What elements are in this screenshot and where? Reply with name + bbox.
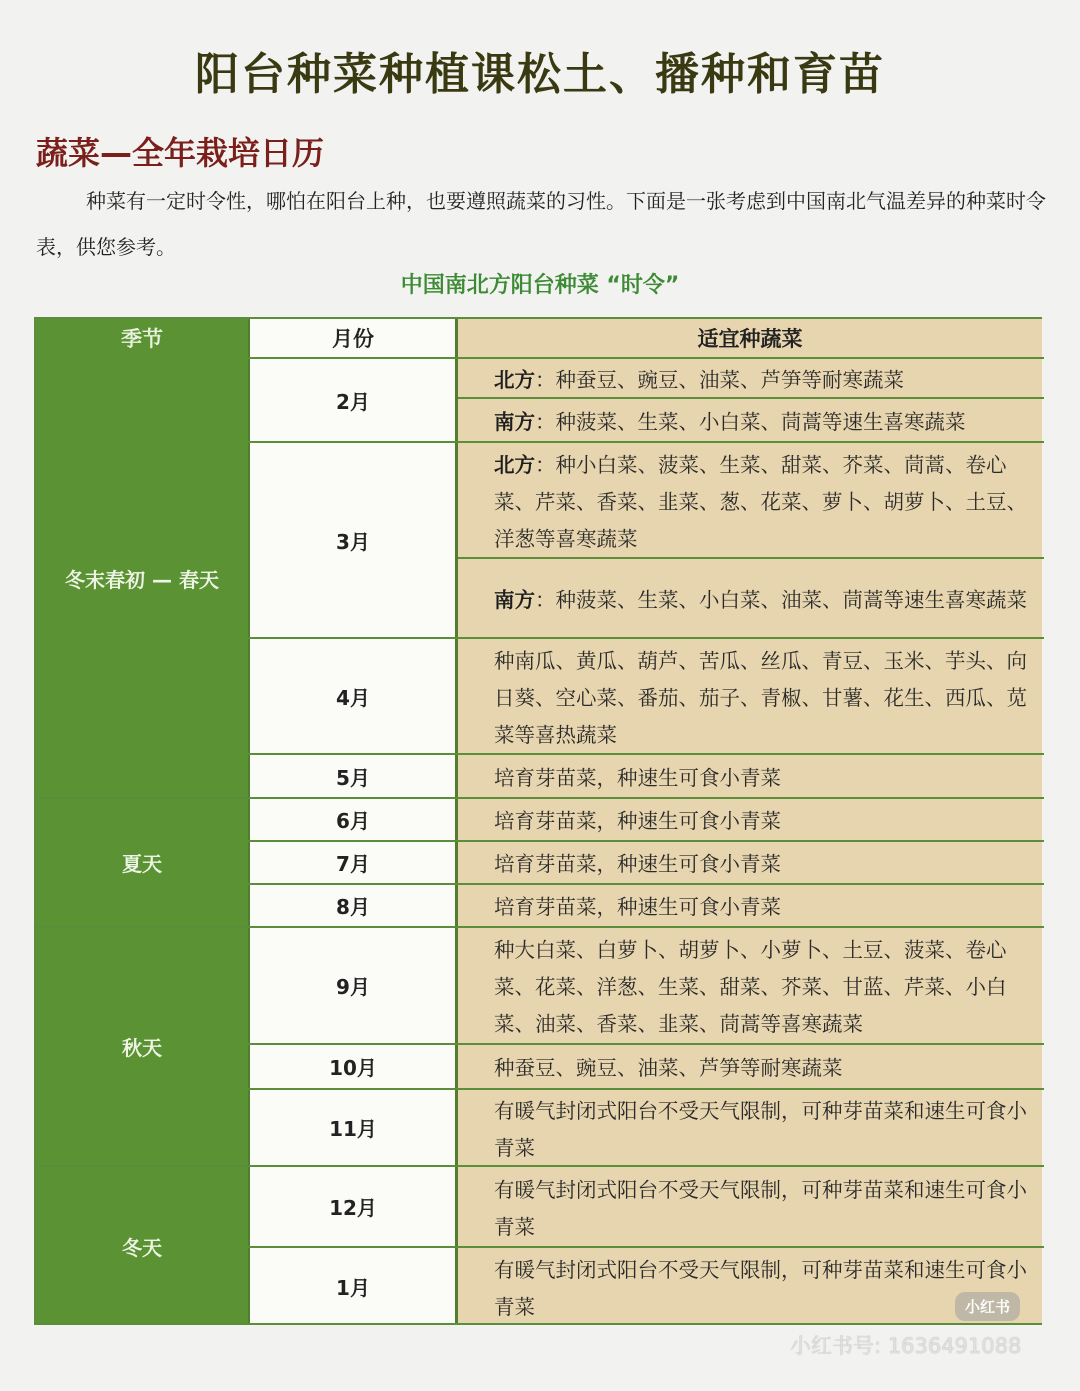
veg-cell-jun <box>458 799 1042 840</box>
season-spring: 冬末春初 — 春天 <box>65 567 219 592</box>
month-cell: 11月 <box>329 1117 377 1141</box>
veg-cell-aug <box>458 885 1042 926</box>
month-cell: 10月 <box>329 1056 377 1080</box>
veg-text: ：种菠菜、生菜、小白菜、茼蒿等速生喜寒蔬菜 <box>535 409 966 434</box>
veg-text: 培育芽苗菜，种速生可食小青菜 <box>494 809 781 833</box>
veg-cell-nov <box>458 1090 1042 1165</box>
season-summer: 夏天 <box>122 852 162 876</box>
veg-cell-feb-south <box>458 399 1042 441</box>
veg-cell-mar-south <box>458 559 1042 637</box>
month-cell: 8月 <box>336 895 370 919</box>
month-cell: 2月 <box>336 389 370 414</box>
intro-paragraph: 种菜有一定时令性，哪怕在阳台上种，也要遵照蔬菜的习性。下面是一张考虑到中国南北气温差异的种菜时令表，供您参考。 <box>36 189 1046 259</box>
month-cell: 3月 <box>336 529 370 554</box>
page-title: 阳台种菜种植课松土、播种和育苗 <box>195 49 885 100</box>
month-cell: 7月 <box>336 852 370 876</box>
region-label: 南方 <box>494 409 535 434</box>
month-cell: 5月 <box>336 765 370 790</box>
veg-text: ：种菠菜、生菜、小白菜、油菜、茼蒿等速生喜寒蔬菜 <box>535 587 1027 612</box>
veg-cell-may <box>458 755 1042 797</box>
veg-text: 有暖气封闭式阳台不受天气限制，可种芽苗菜和速生可食小青菜 <box>494 1098 1027 1160</box>
table-title: 中国南北方阳台种菜 “时令” <box>400 273 680 298</box>
season-autumn: 秋天 <box>122 1036 162 1060</box>
veg-text: 培育芽苗菜，种速生可食小青菜 <box>494 895 781 919</box>
veg-text: 有暖气封闭式阳台不受天气限制，可种芽苗菜和速生可食小青菜 <box>494 1177 1027 1239</box>
veg-text: 有暖气封闭式阳台不受天气限制，可种芽苗菜和速生可食小青菜 <box>494 1257 1027 1319</box>
veg-text: ：种蚕豆、豌豆、油菜、芦笋等耐寒蔬菜 <box>535 367 904 392</box>
veg-text: 培育芽苗菜，种速生可食小青菜 <box>494 852 781 876</box>
veg-text: 培育芽苗菜，种速生可食小青菜 <box>494 765 781 790</box>
header-vegetables: 适宜种蔬菜 <box>697 327 803 351</box>
veg-text: 种南瓜、黄瓜、葫芦、苦瓜、丝瓜、青豆、玉米、芋头、向日葵、空心菜、番茄、茄子、青椒、甘薯、花生、西瓜、苋菜等喜热蔬菜 <box>494 648 1027 747</box>
month-cell: 12月 <box>329 1196 377 1220</box>
header-month: 月份 <box>332 327 374 351</box>
veg-cell-dec <box>458 1167 1042 1246</box>
region-label: 北方 <box>494 452 535 477</box>
planting-calendar-table <box>34 317 1042 1325</box>
veg-cell-jul <box>458 842 1042 883</box>
veg-cell-sep <box>458 928 1042 1043</box>
month-cell: 1月 <box>336 1276 370 1300</box>
veg-text: 种大白菜、白萝卜、胡萝卜、小萝卜、土豆、菠菜、卷心菜、花菜、洋葱、生菜、甜菜、芥菜、甘蓝、芹菜、小白菜、油菜、香菜、韭菜、茼蒿等喜寒蔬菜 <box>494 938 1007 1036</box>
veg-text: ：种小白菜、菠菜、生菜、甜菜、芥菜、茼蒿、卷心菜、芹菜、香菜、韭菜、葱、花菜、萝卜、胡萝卜、土豆、洋葱等喜寒蔬菜 <box>494 452 1027 551</box>
region-label: 北方 <box>494 367 535 392</box>
watermark-id: 小红书号: 1636491088 <box>790 1334 1022 1358</box>
month-cell: 4月 <box>336 685 370 710</box>
veg-cell-oct <box>458 1045 1042 1088</box>
watermark-badge: 小红书 <box>955 1292 1020 1321</box>
veg-cell-feb-north <box>458 359 1042 397</box>
veg-cell-mar-north <box>458 443 1042 557</box>
season-winter: 冬天 <box>122 1235 162 1260</box>
header-season: 季节 <box>121 327 163 351</box>
month-cell: 9月 <box>336 975 370 999</box>
section-title: 蔬菜—全年栽培日历 <box>36 134 325 172</box>
month-cell: 6月 <box>336 809 370 833</box>
region-label: 南方 <box>494 587 535 612</box>
veg-text: 种蚕豆、豌豆、油菜、芦笋等耐寒蔬菜 <box>494 1056 843 1080</box>
veg-cell-apr <box>458 639 1042 753</box>
